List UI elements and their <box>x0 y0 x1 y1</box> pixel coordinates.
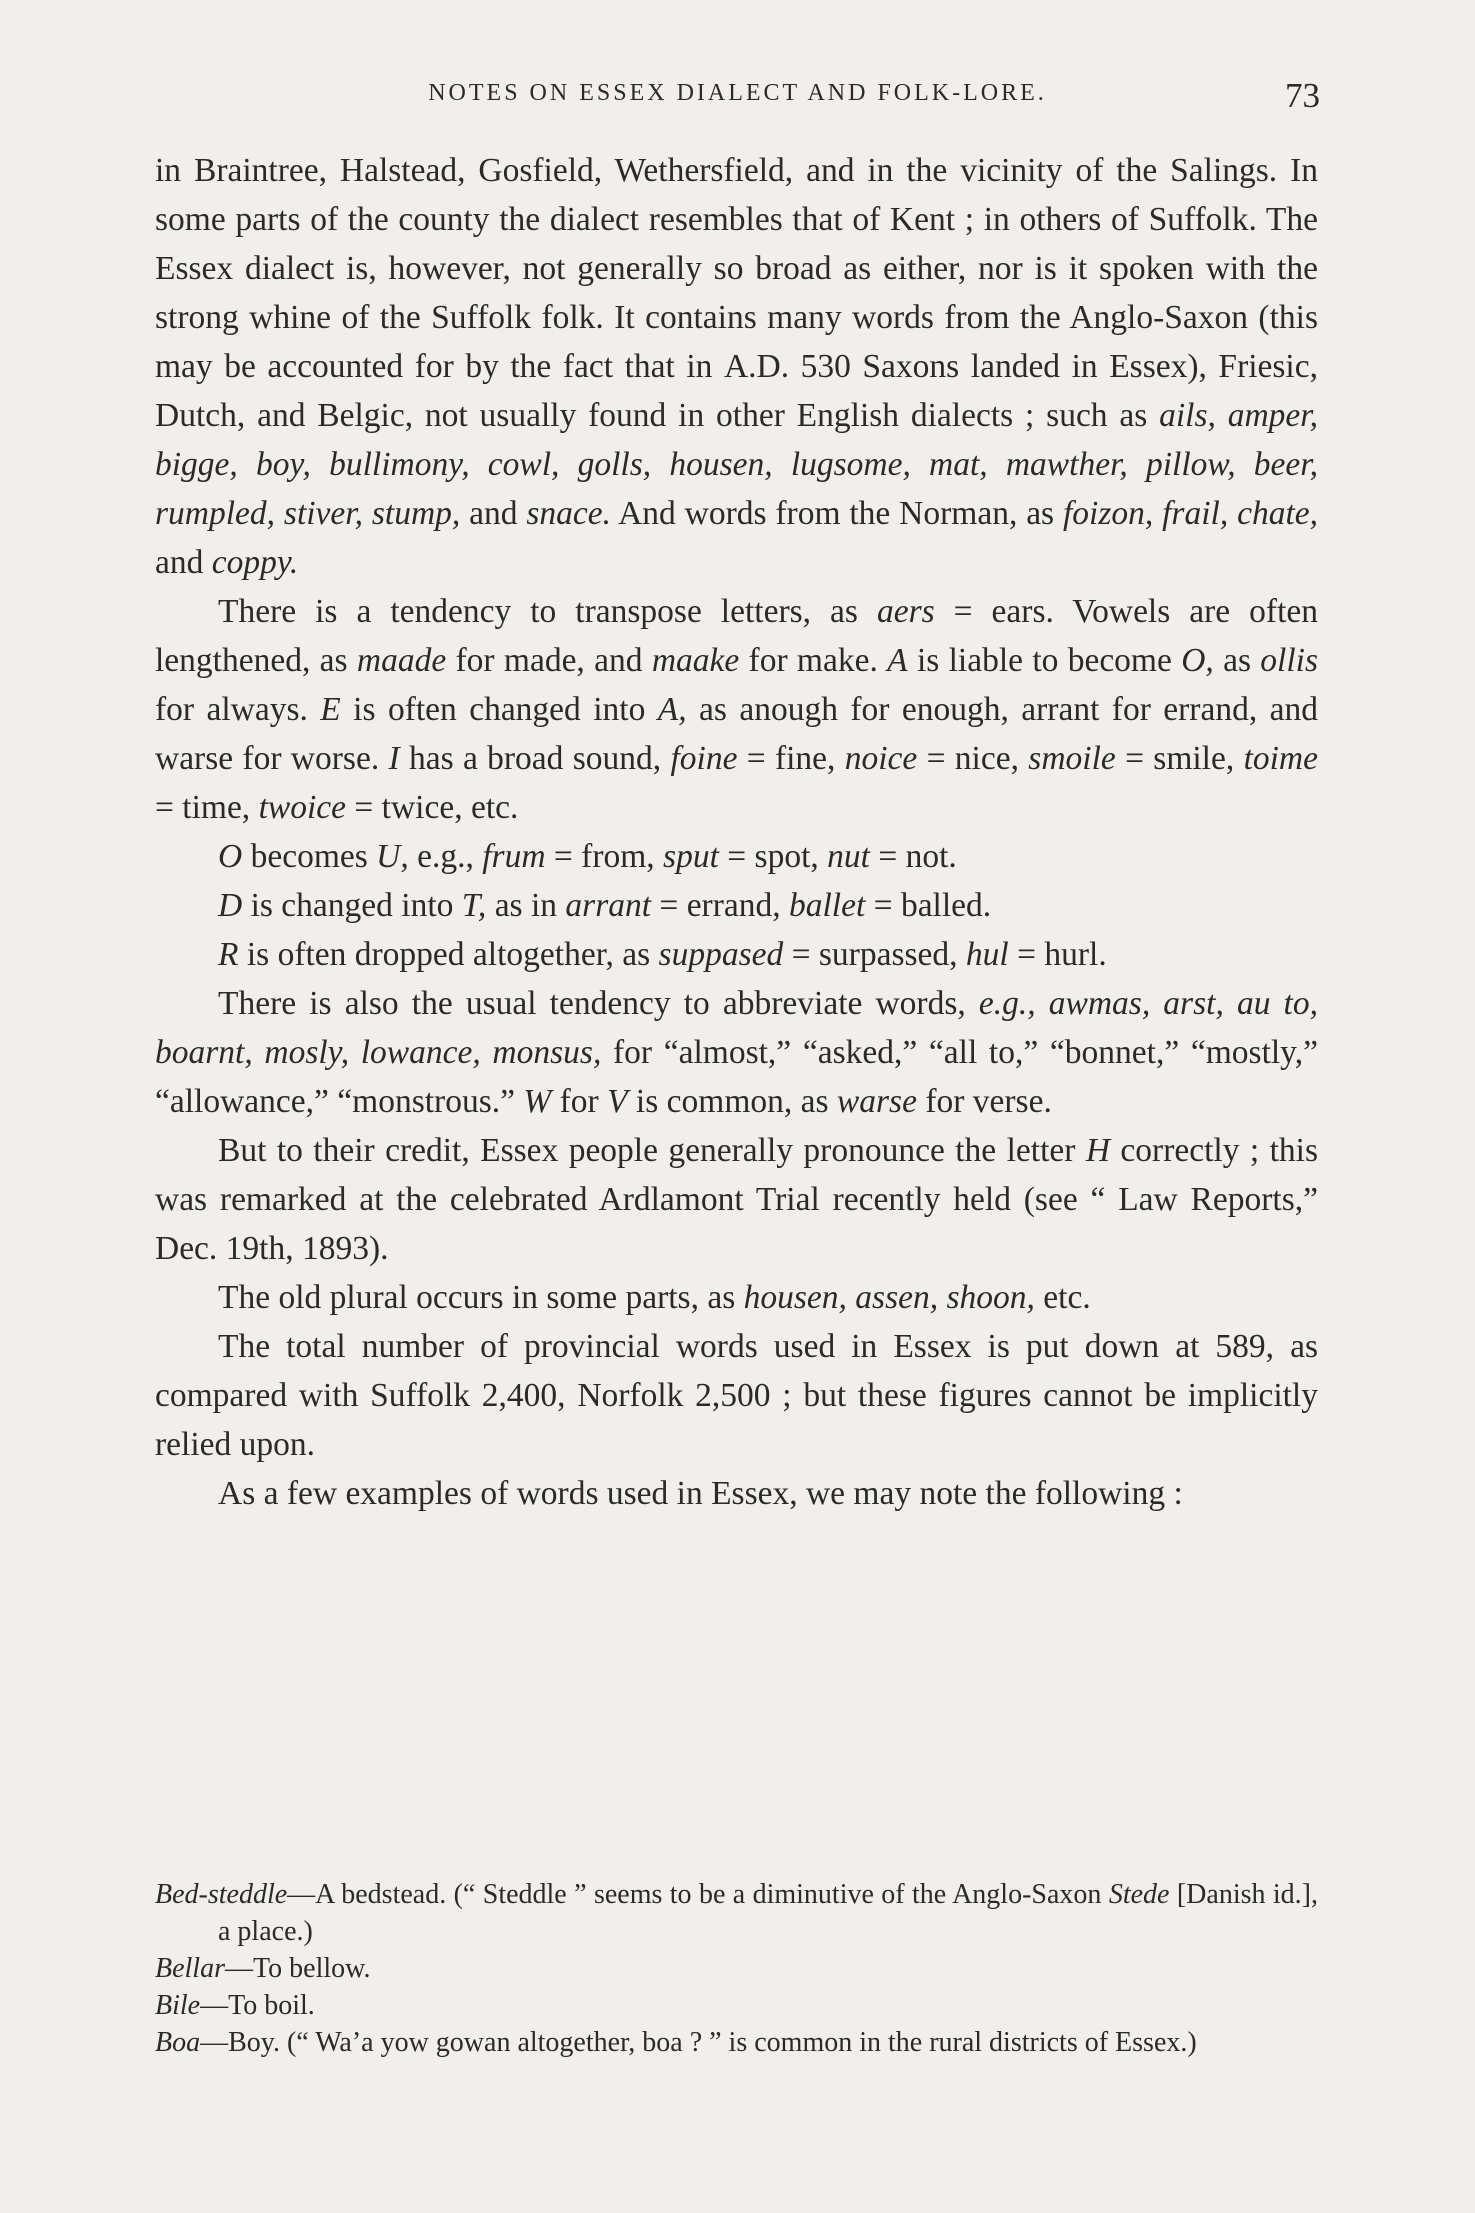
paragraph-examples-intro: As a few examples of words used in Essex, we may note the following : <box>218 1475 1183 1512</box>
paragraph-abbreviations: There is also the usual tendency to abbreviate words, e.g., awmas, arst, au to, boarnt, mosly, lowance, monsus, for “almost,” “asked,” “all to,” “bonnet,” “mostly,” “allowance,” “monstrous.” W for V is common, as warse for verse. <box>155 985 1318 1120</box>
paragraph-transposition: There is a tendency to transpose letters, as aers = ears. Vowels are often lengthened, as maade for made, and maake for make. A is liable to become O, as ollis for always. E is often changed into A, as anough for enough, arrant for errand, and warse for worse. I has a broad sound, foine = fine, noice = nice, smoile = smile, toime = time, twoice = twice, etc. <box>155 593 1319 826</box>
glossary-entry: Bile—To boil. <box>155 1990 315 2021</box>
paragraph-dialect-overview: in Braintree, Halstead, Gosfield, Wethersfield, and in the vicinity of the Salings. In some parts of the county the dialect resembles that of Kent ; in others of Suffolk. The Essex dialect is, however, not generally so broad as either, nor is it spoken with the strong whine of the Suffolk folk. It contains many words from the Anglo-Saxon (this may be accounted for by the fact that in A.D. 530 Saxons landed in Essex), Friesic, Dutch, and Belgic, not usually found in other English dialects ; such as ails, amper, bigge, boy, bullimony, cowl, golls, housen, lugsome, mat, mawther, pillow, beer, rumpled, stiver, stump, and snace. And words from the Norman, as foizon, frail, chate, and coppy. <box>155 152 1318 581</box>
page-number: 73 <box>1285 76 1320 115</box>
page-header <box>155 76 1320 126</box>
paragraph-word-count: The total number of provincial words used in Essex is put down at 589, as compared with Suffolk 2,400, Norfolk 2,500 ; but these figures cannot be implicitly relied upon. <box>155 1328 1318 1463</box>
paragraph-d-to-t: D is changed into T, as in arrant = errand, ballet = balled. <box>218 887 992 924</box>
paragraph-old-plural: The old plural occurs in some parts, as housen, assen, shoon, etc. <box>218 1279 1091 1316</box>
glossary-entry: Bed-steddle—A bedstead. (“ Steddle ” seems to be a diminutive of the Anglo-Saxon Stede [Danish id.], a place.) <box>155 1879 1318 1947</box>
running-title: NOTES ON ESSEX DIALECT AND FOLK-LORE. <box>428 80 1047 106</box>
paragraph-r-dropped: R is often dropped altogether, as suppased = surpassed, hul = hurl. <box>218 936 1107 973</box>
main-text <box>155 146 1318 1518</box>
glossary-list <box>155 1876 1318 2061</box>
glossary-entry: Boa—Boy. (“ Wa’a yow gowan altogether, boa ? ” is common in the rural districts of Essex.) <box>155 2027 1197 2058</box>
glossary-entry: Bellar—To bellow. <box>155 1953 371 1984</box>
paragraph-o-becomes-u: O becomes U, e.g., frum = from, sput = spot, nut = not. <box>218 838 957 875</box>
paragraph-h-pronunciation: But to their credit, Essex people generally pronounce the letter H correctly ; this was remarked at the celebrated Ardlamont Trial recently held (see “ Law Reports,” Dec. 19th, 1893). <box>155 1132 1318 1267</box>
